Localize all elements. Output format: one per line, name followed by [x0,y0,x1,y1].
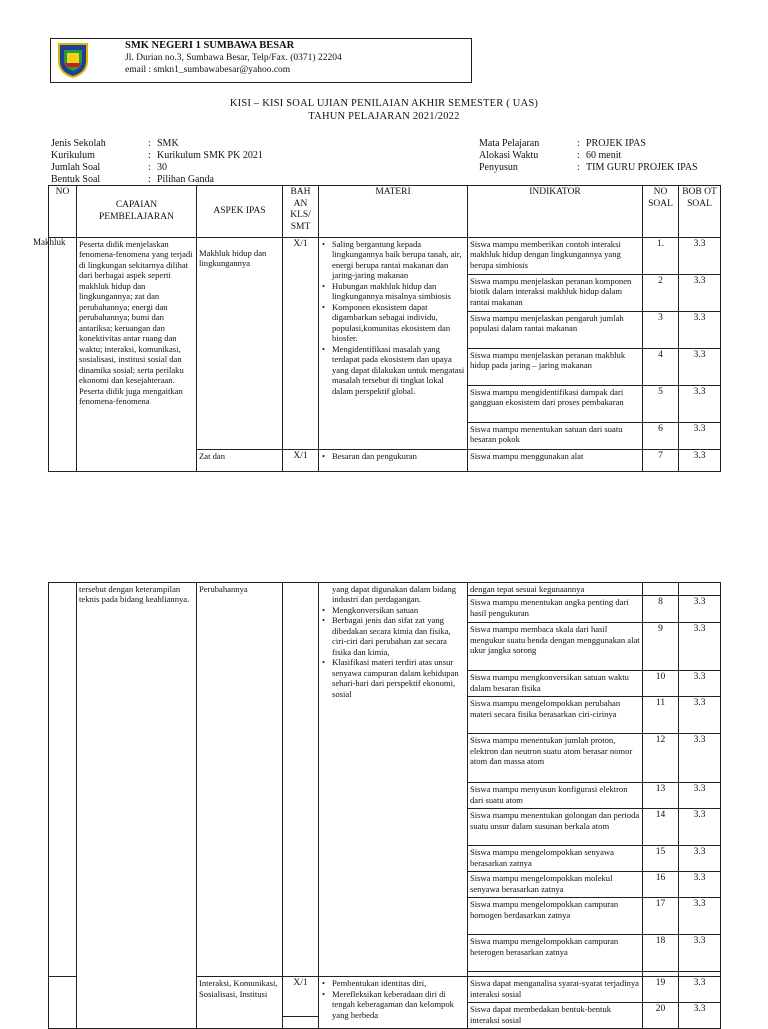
bobot-cell: 3.3 [679,783,721,809]
no-soal-cell: 16 [643,872,679,898]
indikator-cell: Siswa dapat membedakan bentuk-bentuk interaksi sosial [468,1003,643,1029]
document-title: KISI – KISI SOAL UJIAN PENILAIAN AKHIR SEMESTER ( UAS) [229,98,539,109]
meta-label: Bentuk Soal [51,174,101,185]
col-header-kelas: BAH AN KLS/ SMT [283,186,319,238]
cut-text-stub: Makhluk [33,237,66,247]
indikator-cell: Siswa mampu menggunakan alat [468,450,643,472]
school-logo-icon [55,41,91,79]
materi-item: • Komponen ekosistem dapat digambarkan sebagai individu, populasi,komunitas ekosistem dan biosfer. [330,302,465,344]
materi-item: • Pembentukan identitas diri, [330,978,465,988]
no-soal-cell: 4 [643,349,679,386]
no-cell [49,238,77,472]
meta-colon: : [577,162,580,173]
meta-label: Kurikulum [51,150,95,161]
table-header-row [49,186,721,238]
no-soal-cell: 18 [643,935,679,972]
table-row [49,238,721,275]
indikator-cell: Siswa mampu mengelompokkan perubahan materi secara fisika berasarkan ciri-cirinya [468,697,643,734]
bobot-cell: 3.3 [679,846,721,872]
indikator-cell: Siswa mampu menjelaskan peranan komponen biotik dalam interaksi makhluk hidup dalam rantai makanan [468,275,643,312]
kelas-cell [283,583,319,977]
no-cell [49,977,77,1029]
meta-value: Pilihan Ganda [157,174,214,185]
indikator-cell: Siswa mampu menentukan jumlah proton, elektron dan neutron suatu atom berasar nomor atom dan massa atom [468,734,643,783]
meta-value: TIM GURU PROJEK IPAS [586,162,698,173]
no-soal-cell: 20 [643,1003,679,1029]
bobot-cell: 3.3 [679,977,721,1003]
school-header [50,38,472,83]
indikator-cell: dengan tepat sesuai kegunaannya [468,583,643,596]
table-row [49,583,721,596]
bobot-cell: 3.3 [679,386,721,423]
bobot-cell: 3.3 [679,697,721,734]
no-soal-cell: 5 [643,386,679,423]
meta-label: Mata Pelajaran [479,138,540,149]
meta-colon: : [148,174,151,185]
no-soal-cell: 8 [643,596,679,623]
school-name: SMK NEGERI 1 SUMBAWA BESAR [125,40,295,51]
kelas-cell: X/1 [283,977,319,1017]
bobot-cell: 3.3 [679,450,721,472]
no-soal-cell: 14 [643,809,679,846]
materi-item: • Merefleksikan keberadaan diri di tengah keberagaman dan kelompok yang berbeda [330,989,465,1020]
bobot-cell: 3.3 [679,872,721,898]
meta-colon: : [148,138,151,149]
document-subtitle: TAHUN PELAJARAN 2021/2022 [308,111,460,122]
kelas-cell: X/1 [283,238,319,450]
col-header-capaian: CAPAIAN PEMBELAJARAN [77,186,197,238]
materi-item: • Klasifikasi materi terdiri atas unsur senyawa campuran dalam kehidupan sehari-hari dari perspektif ekonomi, sosial [330,657,465,699]
no-soal-cell: 7 [643,450,679,472]
indikator-cell: Siswa mampu mengkonversikan satuan waktu dalam besaran fisika [468,671,643,697]
capaian-cell: tersebut dengan keterampilan teknis pada bidang keahliannya. [77,583,197,1029]
col-header-no: NO [49,186,77,238]
col-header-bobot: BOB OT SOAL [679,186,721,238]
bobot-cell: 3.3 [679,423,721,450]
no-soal-cell: 19 [643,977,679,1003]
bobot-cell: 3.3 [679,734,721,783]
materi-continuation: yang dapat digunakan dalam bidang industri dan perdagangan. [332,584,457,605]
no-soal-cell: 1. [643,238,679,275]
kelas-cell [283,1017,319,1029]
bobot-cell: 3.3 [679,596,721,623]
bobot-cell: 3.3 [679,275,721,312]
meta-label: Alokasi Waktu [479,150,539,161]
materi-item: • Hubungan makhluk hidup dan lingkungannya misalnya simbiosis [330,281,465,302]
no-soal-cell: 2 [643,275,679,312]
indikator-cell: Siswa mampu memberikan contoh interaksi makhluk hidup dengan lingkungannya yang berupa simbiosis [468,238,643,275]
col-header-aspek: ASPEK IPAS [197,186,283,238]
bobot-cell: 3.3 [679,312,721,349]
indikator-cell: Siswa mampu mengidentifikasi dampak dari gangguan ekosistem dari proses pembakaran [468,386,643,423]
bobot-cell [679,583,721,596]
meta-value: 60 menit [586,150,622,161]
no-soal-cell [643,583,679,596]
meta-colon: : [577,150,580,161]
indikator-cell: Siswa mampu menyusun konfigurasi elektron dari suatu atom [468,783,643,809]
meta-colon: : [148,150,151,161]
materi-item: • Besaran dan pengukuran [330,451,465,461]
bobot-cell: 3.3 [679,1003,721,1029]
indikator-cell: Siswa mampu menjelaskan peranan makhluk hidup pada jaring – jaring makanan [468,349,643,386]
materi-cell [319,450,468,472]
bobot-cell: 3.3 [679,898,721,935]
meta-value: 30 [157,162,167,173]
no-soal-cell: 17 [643,898,679,935]
meta-colon: : [577,138,580,149]
bobot-cell: 3.3 [679,238,721,275]
bobot-cell: 3.3 [679,623,721,671]
meta-label: Penyusun [479,162,518,173]
aspek-cell: Perubahannya [197,583,283,977]
capaian-cell: Peserta didik menjelaskan fenomena-fenomena yang terjadi di lingkungan sekitarnya dilihat dari berbagai aspek seperti makhluk hidup dan lingkungannya; zat dan perubahannya; energi dan perubahannya; bumi dan antariksa; keruangan dan konektivitas antar ruang dan waktu; interaksi, komunikasi, sosialisasi, institusi sosial dan dinamika sosial; serta perilaku ekonomi dan kesejahteraan. Peserta didik juga mengaitkan fenomena-fenomena [77,238,197,472]
meta-label: Jenis Sekolah [51,138,106,149]
kisi-table-page2 [48,582,721,1029]
bobot-cell: 3.3 [679,671,721,697]
meta-colon: : [148,162,151,173]
no-soal-cell: 9 [643,623,679,671]
bobot-cell: 3.3 [679,349,721,386]
col-header-materi: MATERI [319,186,468,238]
aspek-cell: Makhluk hidup dan lingkungannya [197,238,283,450]
materi-item: • Mengidentifikasi masalah yang terdapat pada ekosistem dan upaya yang dapat dilakukan untuk mengatasi masalah tersebut di tingkat lokal dalam perspektif global. [330,344,465,396]
indikator-cell: Siswa mampu menentukan angka penting dari hasil pengukuran [468,596,643,623]
meta-label: Jumlah Soal [51,162,101,173]
bobot-cell: 3.3 [679,809,721,846]
indikator-cell: Siswa mampu menentukan golongan dan perioda suatu unsur dalam susunan berkala atom [468,809,643,846]
materi-cell [319,583,468,977]
indikator-cell: Siswa mampu mengelompokkan campuran heterogen berasarkan zatnya [468,935,643,972]
indikator-cell: Siswa dapat menganalisa syarat-syarat terjadinya interaksi sosial [468,977,643,1003]
indikator-cell: Siswa mampu membaca skala dari hasil mengukur suatu benda dengan menggunakan alat ukur jangka sorong [468,623,643,671]
bobot-cell: 3.3 [679,935,721,972]
school-address: Jl. Durian no.3, Sumbawa Besar, Telp/Fax. (0371) 22204 [125,53,342,63]
no-soal-cell: 13 [643,783,679,809]
no-soal-cell: 6 [643,423,679,450]
materi-item: • Berbagai jenis dan sifat zat yang dibedakan secara kimia dan fisika, ciri-ciri dari perubahan zat secara fisika dan kimia, [330,615,465,657]
materi-item: • Mengkonversikan satuan [330,605,465,615]
meta-value: PROJEK IPAS [586,138,646,149]
kisi-table-page1 [48,185,721,472]
indikator-cell: Siswa mampu menjelaskan pengaruh jumlah populasi dalam rantai makanan [468,312,643,349]
indikator-cell: Siswa mampu menentukan satuan dari suatu besaran pokok [468,423,643,450]
no-soal-cell: 10 [643,671,679,697]
kelas-cell: X/1 [283,450,319,472]
indikator-cell: Siswa mampu mengelompokkan molekul senyawa berasarkan zatnya [468,872,643,898]
materi-cell [319,977,468,1029]
materi-item: • Saling bergantung kepada lingkungannya baik berupa tanah, air, energi berupa rantai makanan dan jaring-jaring makanan [330,239,465,281]
no-soal-cell: 3 [643,312,679,349]
materi-cell [319,238,468,450]
aspek-cell: Zat dan [197,450,283,472]
school-email: email : smkn1_sumbawabesar@yahoo.com [125,65,291,75]
meta-value: SMK [157,138,179,149]
indikator-cell: Siswa mampu mengelompokkan campuran homogen berdasarkan zatnya [468,898,643,935]
no-soal-cell: 11 [643,697,679,734]
indikator-cell: Siswa mampu mengelompokkan senyawa berasarkan zatnya [468,846,643,872]
meta-value: Kurikulum SMK PK 2021 [157,150,263,161]
no-soal-cell: 12 [643,734,679,783]
no-cell [49,583,77,977]
aspek-cell: Interaksi, Komunikasi, Sosialisasi, Institusi [197,977,283,1029]
no-soal-cell: 15 [643,846,679,872]
col-header-no-soal: NO SOAL [643,186,679,238]
col-header-indikator: INDIKATOR [468,186,643,238]
